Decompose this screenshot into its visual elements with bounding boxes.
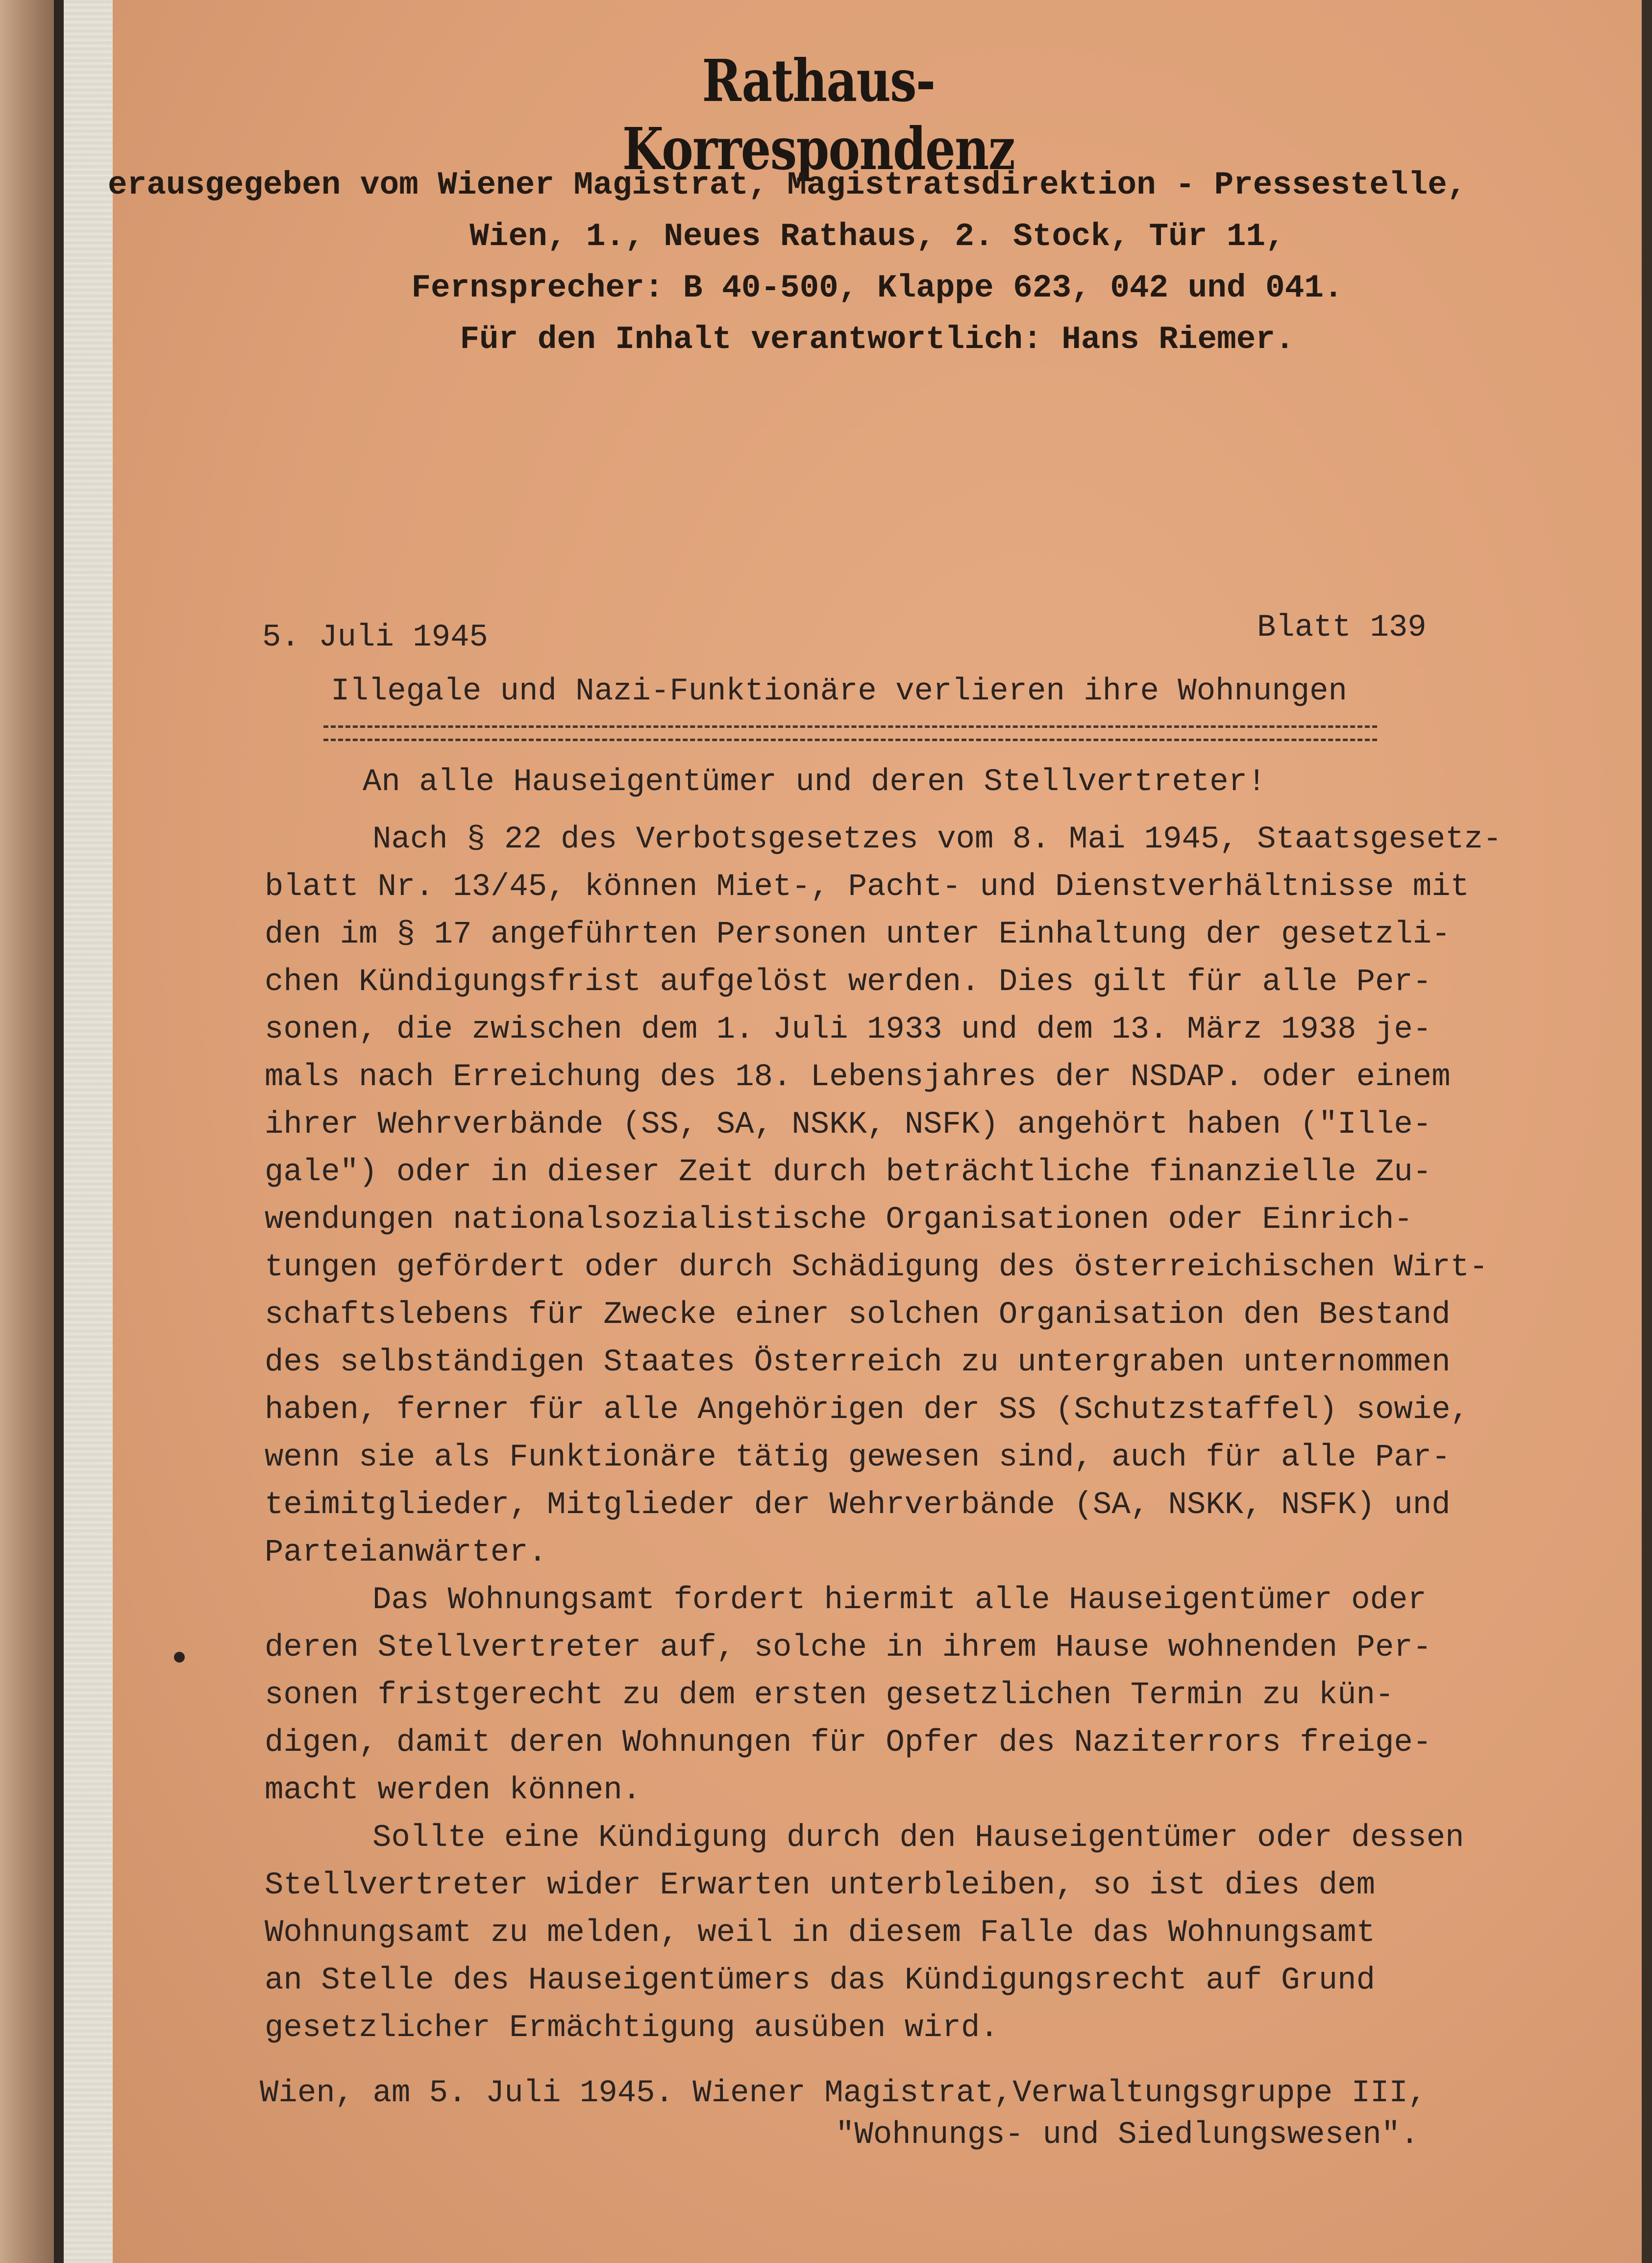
body-line: schaftslebens für Zwecke einer solchen Organisation den Bestand [265, 1297, 1451, 1333]
body-line: Das Wohnungsamt fordert hiermit alle Hauseigentümer oder [372, 1583, 1427, 1618]
body-line: blatt Nr. 13/45, können Miet-, Pacht- und Dienstverhältnisse mit [265, 870, 1469, 905]
body-line: Parteianwärter. [265, 1535, 547, 1570]
header-publisher: erausgegeben vom Wiener Magistrat, Magistratsdirektion - Pressestelle, [108, 167, 1467, 203]
body-line: Stellvertreter wider Erwarten unterbleiben, so ist dies dem [265, 1868, 1375, 1903]
document-date: 5. Juli 1945 [262, 620, 488, 655]
body-line: chen Kündigungsfrist aufgelöst werden. Dies gilt für alle Per- [265, 965, 1432, 1000]
body-line: gesetzlicher Ermächtigung ausüben wird. [265, 2011, 999, 2046]
body-line: mals nach Erreichung des 18. Lebensjahres der NSDAP. oder einem [265, 1060, 1451, 1095]
book-binding-edge [0, 0, 54, 2263]
body-line: wendungen nationalsozialistische Organisationen oder Einrich- [265, 1202, 1413, 1238]
body-line: macht werden können. [265, 1773, 641, 1808]
body-line: Nach § 22 des Verbotsgesetzes vom 8. Mai 1945, Staatsgesetz- [372, 822, 1502, 857]
article-title: Illegale und Nazi-Funktionäre verlieren ihre Wohnungen [331, 674, 1347, 709]
article-body [265, 816, 1578, 2052]
header-responsible: Für den Inhalt verantwortlich: Hans Riemer. [460, 321, 1295, 358]
body-line: teimitglieder, Mitglieder der Wehrverbände (SA, NSKK, NSFK) und [265, 1488, 1451, 1523]
signature-line-1: Wien, am 5. Juli 1945. Wiener Magistrat,Verwaltungsgruppe III, [260, 2076, 1427, 2111]
body-line: Wohnungsamt zu melden, weil in diesem Falle das Wohnungsamt [265, 1915, 1375, 1951]
body-line: gale") oder in dieser Zeit durch beträchtliche finanzielle Zu- [265, 1155, 1432, 1190]
body-line: sonen, die zwischen dem 1. Juli 1933 und dem 13. März 1938 je- [265, 1012, 1432, 1047]
body-line: ihrer Wehrverbände (SS, SA, NSKK, NSFK) angehört haben ("Ille- [265, 1107, 1432, 1143]
body-line: sonen fristgerecht zu dem ersten gesetzlichen Termin zu kün- [265, 1678, 1394, 1713]
body-line: digen, damit deren Wohnungen für Opfer des Naziterrors freige- [265, 1725, 1432, 1761]
body-line: an Stelle des Hauseigentümers das Kündigungsrecht auf Grund [265, 1963, 1375, 1998]
body-line: tungen gefördert oder durch Schädigung des österreichischen Wirt- [265, 1250, 1488, 1285]
body-line: des selbständigen Staates Österreich zu untergraben unternommen [265, 1345, 1451, 1380]
body-line: wenn sie als Funktionäre tätig gewesen sind, auch für alle Par- [265, 1440, 1451, 1475]
body-line: Sollte eine Kündigung durch den Hauseigentümer oder dessen [372, 1820, 1464, 1856]
header-address: Wien, 1., Neues Rathaus, 2. Stock, Tür 11, [469, 218, 1285, 255]
body-line: haben, ferner für alle Angehörigen der SS (Schutzstaffel) sowie, [265, 1393, 1469, 1428]
page-edge [1642, 0, 1652, 2263]
salutation: An alle Hauseigentümer und deren Stellvertreter! [363, 765, 1266, 800]
body-line: den im § 17 angeführten Personen unter Einhaltung der gesetzli- [265, 917, 1451, 952]
sheet-number: Blatt 139 [1257, 610, 1427, 646]
title-underline [323, 725, 1377, 741]
signature-line-2: "Wohnungs- und Siedlungswesen". [836, 2117, 1419, 2153]
masthead-title: Rathaus-Korrespondenz [622, 47, 1015, 183]
margin-punch-mark [174, 1652, 185, 1663]
header-phone: Fernsprecher: B 40-500, Klappe 623, 042 und 041. [411, 270, 1343, 306]
body-line: deren Stellvertreter auf, solche in ihrem Hause wohnenden Per- [265, 1630, 1432, 1666]
